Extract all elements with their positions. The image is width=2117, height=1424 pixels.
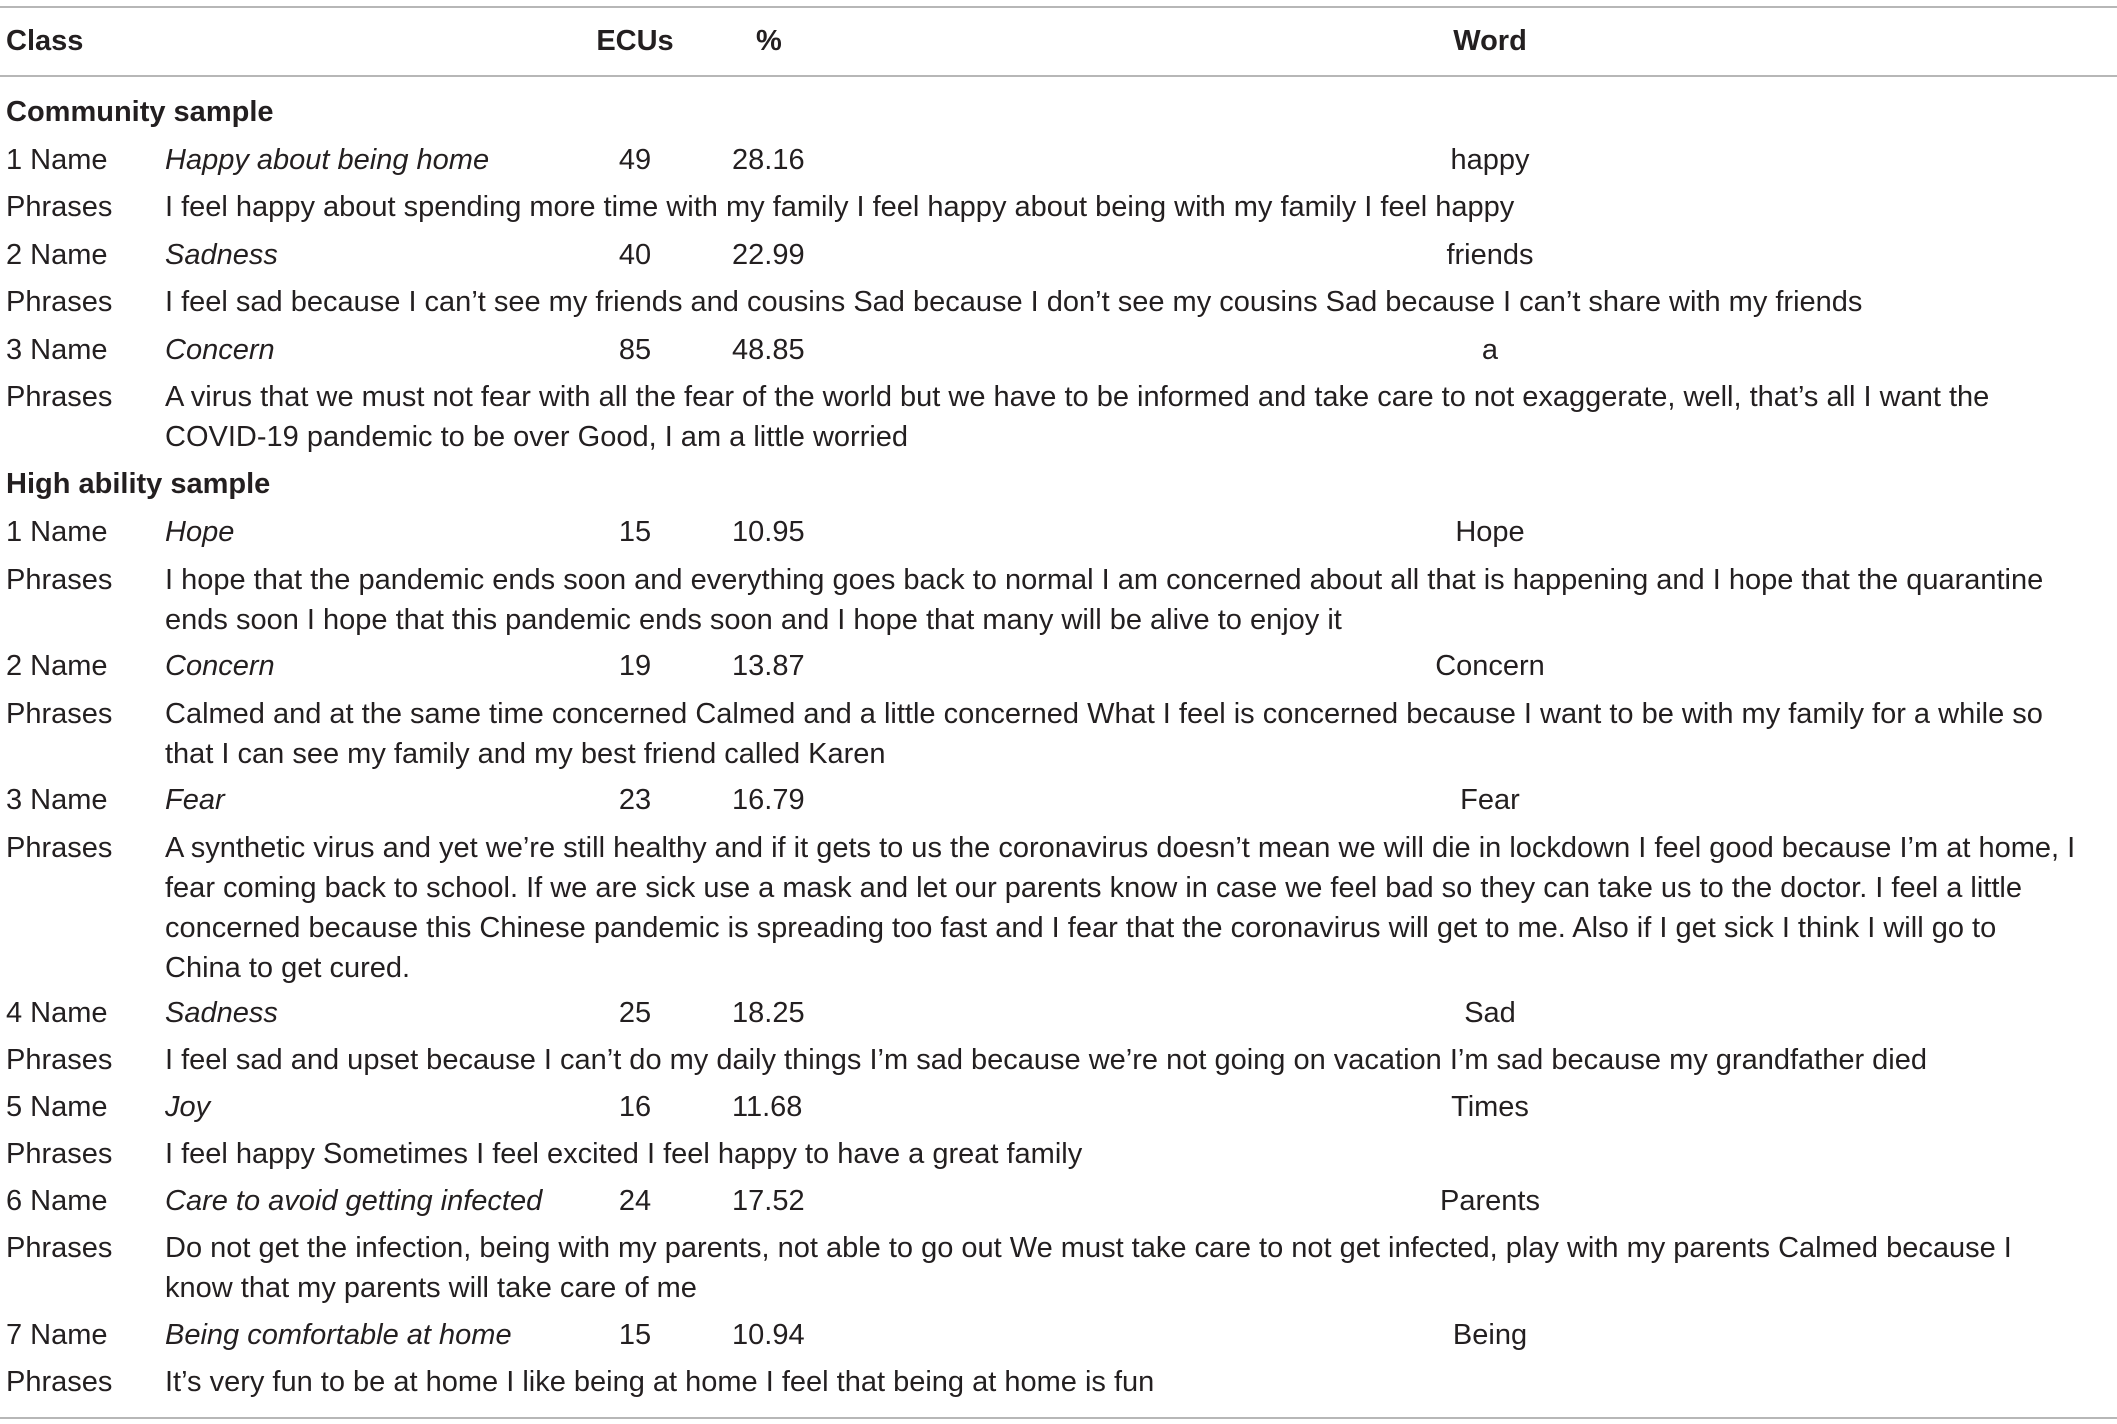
word-value: Parents <box>1440 1185 1540 1217</box>
percent-value: 48.85 <box>732 334 805 366</box>
table-top-rule <box>0 6 2117 8</box>
phrases-label: Phrases <box>6 1232 113 1264</box>
percent-value: 13.87 <box>732 650 805 682</box>
ecus-value: 49 <box>618 144 652 176</box>
percent-value: 17.52 <box>732 1185 805 1217</box>
ecus-value: 25 <box>618 997 652 1029</box>
class-name: Joy <box>165 1091 211 1123</box>
word-value: friends <box>1446 239 1534 271</box>
word-value: Hope <box>1455 516 1525 548</box>
word-value: Times <box>1451 1091 1529 1123</box>
class-name: Happy about being home <box>165 144 490 176</box>
percent-value: 18.25 <box>732 997 805 1029</box>
ecus-value: 15 <box>618 1319 652 1351</box>
phrases-label: Phrases <box>6 564 113 596</box>
table-bottom-rule <box>0 1417 2117 1419</box>
phrases-label: Phrases <box>6 1044 113 1076</box>
section-title-high-ability: High ability sample <box>6 468 271 500</box>
phrases-label: Phrases <box>6 286 113 318</box>
class-label: 3 Name <box>6 334 108 366</box>
ecus-value: 19 <box>618 650 652 682</box>
ecus-value: 23 <box>618 784 652 816</box>
class-label: 2 Name <box>6 650 108 682</box>
phrases-text: I feel happy Sometimes I feel excited I feel happy to have a great family <box>165 1138 1083 1170</box>
class-label: 1 Name <box>6 516 108 548</box>
header-ecus: ECUs <box>596 25 674 57</box>
class-name: Concern <box>165 650 275 682</box>
phrases-label: Phrases <box>6 191 113 223</box>
phrases-text: Calmed and at the same time concerned Calmed and a little concerned What I feel is concerned because I want to be with my family for a while so that I can see my family and my best friend called Karen <box>165 698 2043 770</box>
percent-value: 22.99 <box>732 239 805 271</box>
phrases-text: It’s very fun to be at home I like being at home I feel that being at home is fun <box>165 1366 1155 1398</box>
class-label: 7 Name <box>6 1319 108 1351</box>
word-value: a <box>1481 334 1499 366</box>
ecus-value: 16 <box>618 1091 652 1123</box>
class-name: Care to avoid getting infected <box>165 1185 543 1217</box>
phrases-text: I hope that the pandemic ends soon and everything goes back to normal I am concerned about all that is happening and I hope that the quarantine ends soon I hope that this pandemic ends soon and I hope that many will be alive to enjoy it <box>165 564 2044 636</box>
class-label: 2 Name <box>6 239 108 271</box>
class-label: 1 Name <box>6 144 108 176</box>
class-label: 5 Name <box>6 1091 108 1123</box>
phrases-text: I feel sad and upset because I can’t do my daily things I’m sad because we’re not going on vacation I’m sad because my grandfather died <box>165 1044 1927 1076</box>
phrases-text: I feel happy about spending more time with my family I feel happy about being with my family I feel happy <box>165 191 1515 223</box>
word-value: happy <box>1450 144 1530 176</box>
class-label: 4 Name <box>6 997 108 1029</box>
class-name: Being comfortable at home <box>165 1319 512 1351</box>
word-value: Concern <box>1435 650 1545 682</box>
ecus-value: 15 <box>618 516 652 548</box>
word-value: Fear <box>1460 784 1520 816</box>
percent-value: 16.79 <box>732 784 805 816</box>
phrases-label: Phrases <box>6 832 113 864</box>
phrases-text: A virus that we must not fear with all the fear of the world but we have to be informed and take care to not exaggerate, well, that’s all I want the COVID-19 pandemic to be over Good, I am a little worried <box>165 381 1990 453</box>
ecus-value: 40 <box>618 239 652 271</box>
phrases-label: Phrases <box>6 1138 113 1170</box>
class-name: Sadness <box>165 239 278 271</box>
ecus-value: 24 <box>618 1185 652 1217</box>
phrases-text: Do not get the infection, being with my parents, not able to go out We must take care to not get infected, play with my parents Calmed because I know that my parents will take care of me <box>165 1232 2012 1304</box>
header-class: Class <box>6 25 84 57</box>
header-word: Word <box>1453 25 1527 57</box>
class-label: 3 Name <box>6 784 108 816</box>
class-name: Hope <box>165 516 235 548</box>
class-name: Sadness <box>165 997 278 1029</box>
word-value: Being <box>1452 1319 1528 1351</box>
percent-value: 10.94 <box>732 1319 805 1351</box>
class-name: Fear <box>165 784 225 816</box>
phrases-text: I feel sad because I can’t see my friends and cousins Sad because I don’t see my cousins Sad because I can’t share with my friends <box>165 286 1863 318</box>
class-name: Concern <box>165 334 275 366</box>
header-percent: % <box>756 25 782 57</box>
phrases-label: Phrases <box>6 1366 113 1398</box>
percent-value: 10.95 <box>732 516 805 548</box>
phrases-label: Phrases <box>6 381 113 413</box>
header-rule <box>0 75 2117 77</box>
ecus-value: 85 <box>618 334 652 366</box>
percent-value: 28.16 <box>732 144 805 176</box>
phrases-text: A synthetic virus and yet we’re still healthy and if it gets to us the coronavirus doesn’t mean we will die in lockdown I feel good because I’m at home, I fear coming back to school. If we are sick use a mask and let our parents know in case we feel bad so they can take us to the doctor. I feel a little concerned because this Chinese pandemic is spreading too fast and I fear that the coronavirus will get to me. Also if I get sick I think I will go to China to get cured. <box>165 832 2076 984</box>
percent-value: 11.68 <box>732 1091 803 1123</box>
word-value: Sad <box>1464 997 1516 1029</box>
class-label: 6 Name <box>6 1185 108 1217</box>
phrases-label: Phrases <box>6 698 113 730</box>
section-title-community: Community sample <box>6 96 274 128</box>
